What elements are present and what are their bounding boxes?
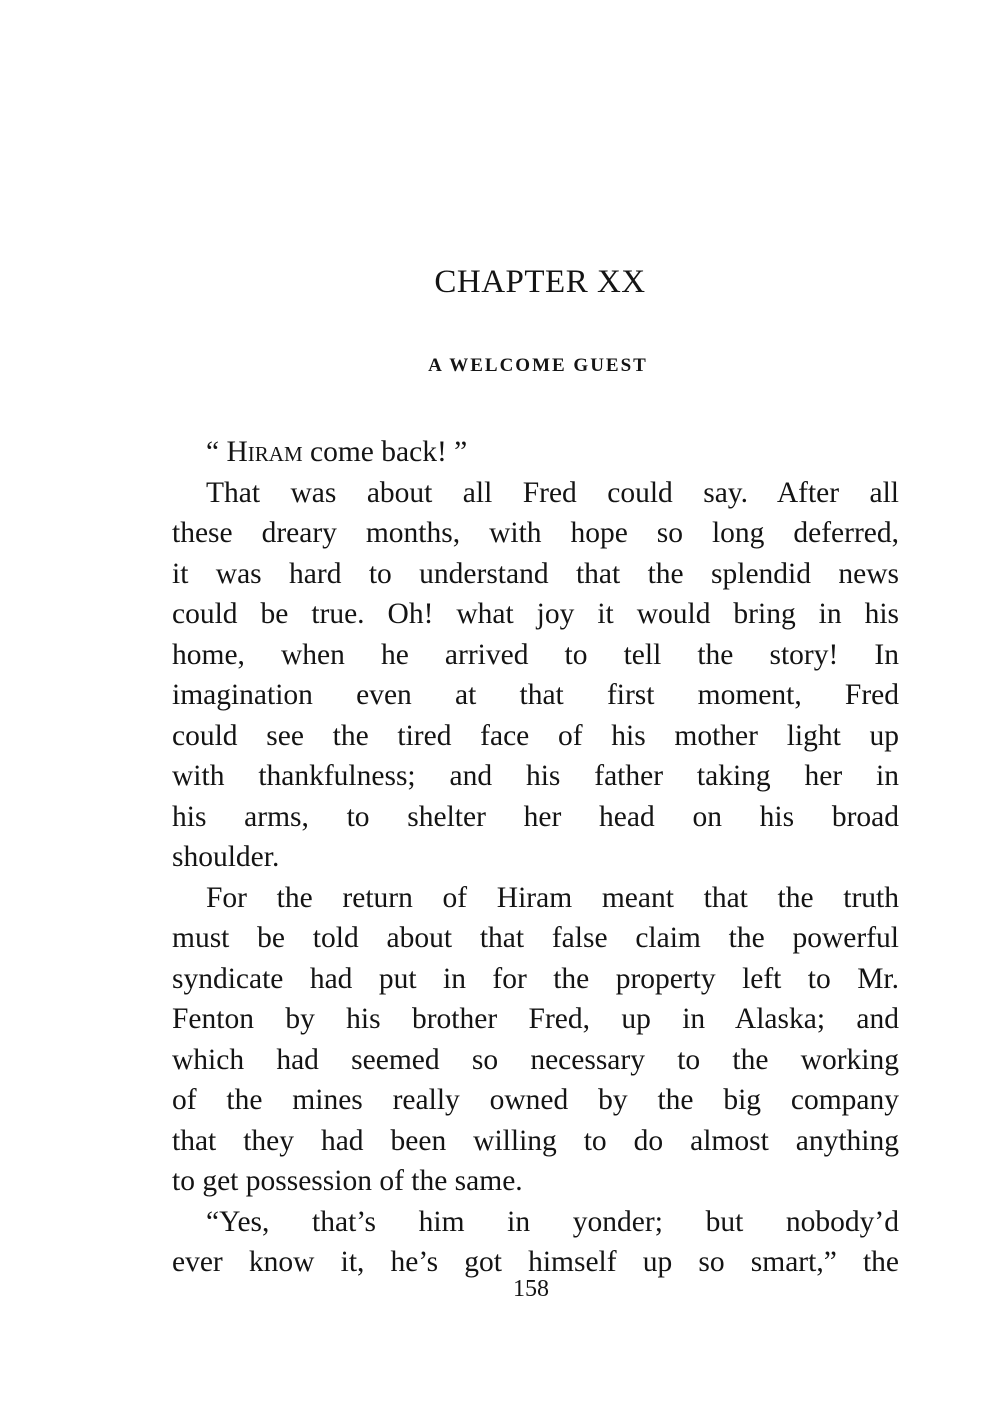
text-line: his arms, to shelter her head on his broad — [172, 800, 899, 833]
text-line: home, when he arrived to tell the story! In — [172, 638, 899, 671]
speaker-name: Hiram — [226, 436, 303, 468]
text-line: could be true. Oh! what joy it would bring in his — [172, 598, 899, 630]
open-quote: “ — [206, 436, 227, 468]
text-line: syndicate had put in for the property left to Mr. — [172, 962, 899, 995]
text-line: to get possession of the same. — [172, 1165, 523, 1197]
text-line: That was about all Fred could say. After all — [206, 476, 899, 509]
text-line: these dreary months, with hope so long deferred, — [172, 517, 899, 549]
text-line: must be told about that false claim the powerful — [172, 922, 899, 954]
paragraph-1-rest: come back! ” — [302, 436, 468, 468]
text-line: could see the tired face of his mother light up — [172, 719, 899, 752]
paragraph-4 — [172, 1202, 899, 1283]
text-line: ever know it, he’s got himself up so smart,” the — [172, 1246, 899, 1278]
text-line: imagination even at that first moment, Fred — [172, 679, 899, 711]
text-line: “Yes, that’s him in yonder; but nobody’d — [206, 1205, 899, 1238]
text-line: with thankfulness; and his father taking her in — [172, 760, 899, 792]
page-number: 158 — [513, 1276, 549, 1302]
text-line: of the mines really owned by the big company — [172, 1084, 899, 1116]
text-line: shoulder. — [172, 841, 280, 873]
text-line: that they had been willing to do almost anything — [172, 1124, 899, 1157]
text-line: it was hard to understand that the splendid news — [172, 557, 899, 590]
body-text — [172, 432, 899, 1283]
paragraph-2 — [172, 473, 899, 878]
text-line: For the return of Hiram meant that the truth — [206, 881, 899, 914]
paragraph-3 — [172, 878, 899, 1202]
text-line: which had seemed so necessary to the working — [172, 1043, 899, 1076]
chapter-subtitle: A WELCOME GUEST — [428, 355, 648, 376]
chapter-title: CHAPTER XX — [434, 264, 646, 300]
paragraph-1 — [172, 432, 899, 473]
text-line: Fenton by his brother Fred, up in Alaska; and — [172, 1003, 899, 1035]
